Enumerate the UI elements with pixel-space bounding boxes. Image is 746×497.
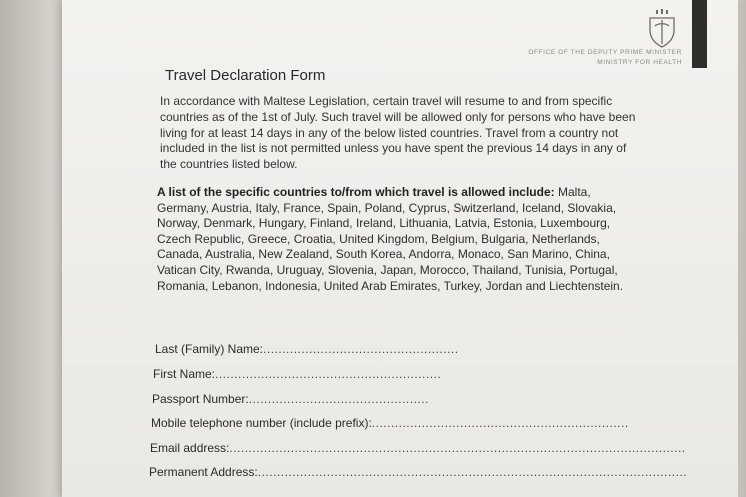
field-line[interactable]: ................................................................... (371, 416, 629, 430)
issuing-office (502, 48, 682, 68)
field-line[interactable]: ....................................................................................................................... (229, 441, 686, 455)
header-bar (692, 0, 707, 68)
countries-heading: A list of the specific countries to/from which travel is allowed include: (157, 185, 555, 199)
background-left (0, 0, 70, 497)
form-title: Travel Declaration Form (165, 67, 326, 84)
field-last-name[interactable] (155, 342, 459, 356)
field-line[interactable]: ................................................................................................................ (257, 465, 688, 479)
government-emblem-icon (644, 8, 680, 50)
field-label: Email address: (150, 441, 230, 455)
field-passport-number[interactable] (152, 392, 429, 406)
intro-paragraph: In accordance with Maltese Legislation, certain travel will resume to and from specific countries as of the 1st of July. Such travel will be allowed only for persons who have been living for at least 14 days in any of the below listed countries. Travel from a country not included in the list is not permitted unless you have spent the previous 14 days in any of the countries listed below. (160, 94, 636, 172)
field-line[interactable]: ........................................................... (215, 367, 442, 381)
field-mobile-number[interactable] (151, 416, 629, 430)
field-email[interactable] (150, 441, 686, 455)
countries-paragraph (157, 185, 643, 294)
field-label: Mobile telephone number (include prefix): (151, 416, 372, 430)
field-label: Passport Number: (152, 392, 249, 406)
office-line-2: MINISTRY FOR HEALTH (597, 59, 682, 66)
field-label: Last (Family) Name: (155, 342, 264, 356)
field-first-name[interactable] (153, 367, 441, 381)
countries-list: Malta, Germany, Austria, Italy, France, Spain, Poland, Cyprus, Switzerland, Iceland, Slovakia, Norway, Denmark, Hungary, Finland, Ireland, Lithuania, Latvia, Estonia, Luxembourg, Czech Republic, Greece, Croatia, United Kingdom, Belgium, Bulgaria, Netherlands, Canada, Australia, New Zealand, South Korea, Andorra, Monaco, San Marino, China, Vatican City, Rwanda, Uruguay, Slovenia, Japan, Morocco, Thailand, Tunisia, Portugal, Romania, Lebanon, Indonesia, United Arab Emirates, Turkey, Jordan and Liechtenstein. (157, 185, 624, 293)
field-line[interactable]: ............................................... (248, 392, 429, 406)
field-line[interactable]: ................................................... (263, 342, 459, 356)
field-permanent-address[interactable] (149, 465, 687, 479)
field-label: Permanent Address: (149, 465, 258, 479)
office-line-1: OFFICE OF THE DEPUTY PRIME MINISTER (528, 49, 682, 56)
field-label: First Name: (153, 367, 216, 381)
